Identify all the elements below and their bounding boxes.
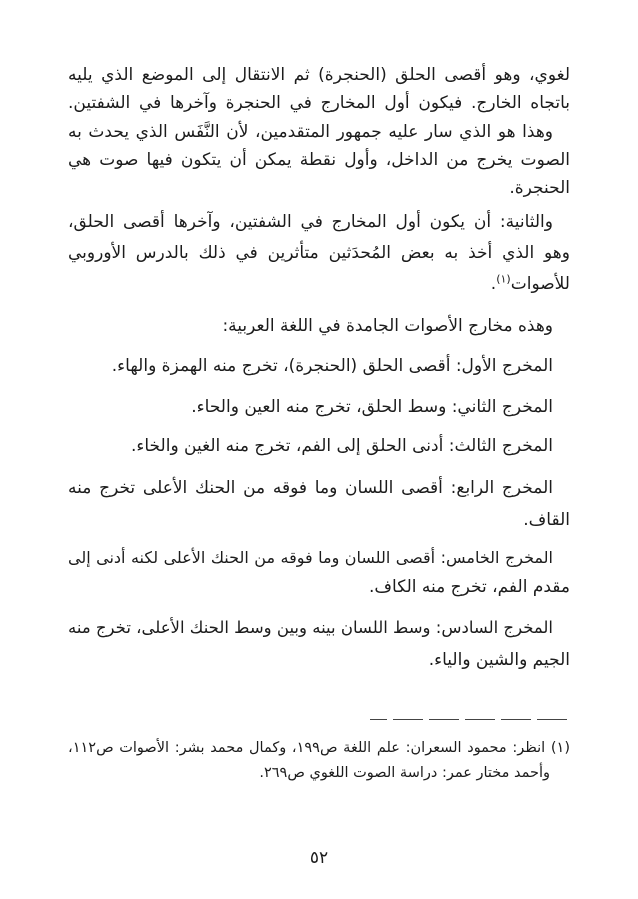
point-text: وسط اللسان بينه وبين وسط الحنك الأعلى، تخرج منه: [68, 618, 431, 637]
articulation-point-5: [68, 544, 570, 572]
point-label: المخرج الرابع:: [450, 478, 553, 498]
articulation-point-1: [68, 352, 570, 380]
articulation-point-3: [68, 432, 570, 460]
footnote-text: انظر: محمود السعران: علم اللغة ص١٩٩، وكمال محمد بشر: الأصوات ص١١٢،: [68, 740, 546, 756]
intro-line-2: باتجاه الخارج. فيكون أول المخارج في الحنجرة وآخرها في الشفتين.: [68, 93, 570, 113]
second-view-last-end: .: [490, 274, 497, 294]
footnote-line-2: وأحمد مختار عمر: دراسة الصوت اللغوي ص٢٦٩.: [259, 765, 550, 781]
point-text: أقصى الحلق (الحنجرة)، تخرج منه الهمزة والهاء.: [111, 356, 451, 376]
point-text: أدنى الحلق إلى الفم، تخرج منه الغين والخاء.: [130, 436, 444, 456]
second-view-line-2: وهو الذي أخذ به بعض المُحدَثين متأثرين في ذلك بالدرس الأوروبي: [68, 243, 570, 263]
point-label: المخرج الخامس:: [440, 548, 553, 567]
articulation-point-5-continuation: مقدم الفم، تخرج منه الكاف.: [369, 577, 570, 597]
intro-line-5: الحنجرة.: [509, 178, 570, 198]
intro-line-4: الصوت يخرج من الداخل، وأول نقطة يمكن أن يتكون فيها صوت هي: [68, 150, 570, 170]
second-view-line-3: [68, 270, 570, 298]
intro-line-1: لغوي، وهو أقصى الحلق (الحنجرة) ثم الانتقال إلى الموضع الذي يليه: [68, 65, 570, 85]
articulation-point-4: [68, 474, 570, 502]
point-text: أقصى اللسان وما فوقه من الحنك الأعلى لكنه أدنى إلى: [68, 548, 436, 567]
point-label: المخرج الأول:: [455, 356, 553, 376]
list-intro: وهذه مخارج الأصوات الجامدة في اللغة العربية:: [222, 316, 553, 336]
point-label: المخرج السادس:: [435, 618, 553, 637]
footnote-line-1: [68, 736, 570, 760]
footnote-marker: (١): [550, 740, 571, 756]
articulation-point-4-continuation: القاف.: [523, 510, 570, 530]
footnote-reference: (١): [496, 272, 511, 286]
point-label: المخرج الثاني:: [451, 397, 553, 417]
point-text: وسط الحلق، تخرج منه العين والحاء.: [191, 397, 447, 417]
page-number: ٥٢: [309, 848, 329, 868]
articulation-point-6: [68, 614, 570, 642]
point-label: المخرج الثالث:: [448, 436, 553, 456]
second-view-last-text: للأصوات: [510, 274, 570, 294]
intro-line-3: وهذا هو الذي سار عليه جمهور المتقدمين، لأن النَّفَس الذي يحدث به: [68, 122, 553, 142]
second-view-line-1: والثانية: أن يكون أول المخارج في الشفتين، وآخرها أقصى الحلق،: [68, 212, 553, 232]
articulation-point-2: [68, 393, 570, 421]
point-text: أقصى اللسان وما فوقه من الحنك الأعلى تخرج منه: [68, 478, 443, 498]
footnote-separator: [370, 719, 567, 720]
articulation-point-6-continuation: الجيم والشين والياء.: [428, 650, 570, 670]
